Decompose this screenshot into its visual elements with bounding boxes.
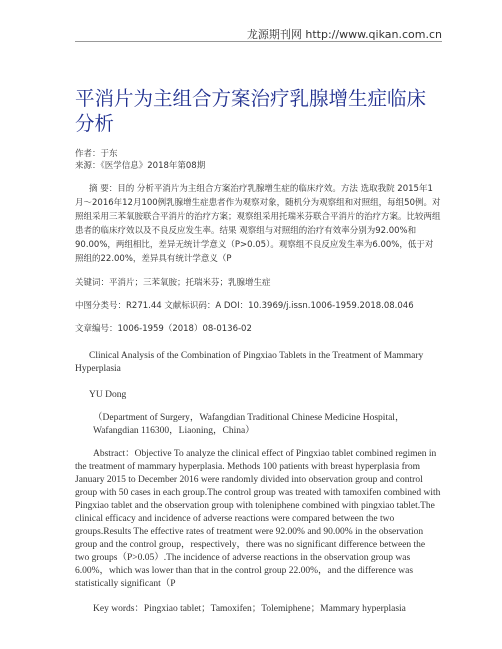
- english-affiliation: （Department of Surgery，Wafangdian Traditional Chinese Medicine Hospital，Wafangdian 116300，Liaoning，China）: [93, 413, 405, 436]
- article: [75, 86, 441, 616]
- english-keywords: Key words：Pingxiao tablet；Tamoxifen；Tolemiphene；Mammary hyperplasia: [93, 604, 406, 614]
- header-divider: [75, 41, 442, 42]
- english-author: YU Dong: [89, 390, 127, 400]
- classification-line: 中图分类号：R271.44 文献标识码：A DOI：10.3969/j.issn.1006-1959.2018.08.046: [75, 301, 414, 311]
- keywords-cn: 关键词：平消片；三苯氧胺；托瑞米芬；乳腺增生症: [75, 278, 271, 288]
- abstract-cn: 摘 要：目的 分析平消片为主组合方案治疗乳腺增生症的临床疗效。方法 选取我院 2015年1月～2016年12月100例乳腺增生症患者作为观察对象，随机分为观察组和对照组，每组50例。对照组采用三苯氧胺联合平消片的治疗方案；观察组采用托瑞米芬联合平消片的治疗方案。比较两组患者的临床疗效以及不良反应发生率。结果 观察组与对照组的治疗有效率分别为92.00%和90.00%，两组相比，差异无统计学意义（P>0.05）。观察组不良反应发生率为6.00%，低于对照组的22.00%，差异具有统计学意义（P: [75, 184, 441, 264]
- article-title: 平消片为主组合方案治疗乳腺增生症临床分析: [75, 87, 427, 135]
- english-abstract: Abstract：Objective To analyze the clinical effect of Pingxiao tablet combined regimen in the treatment of mammary hyperplasia. Methods 100 patients with breast hyperplasia from January 2015 to December 2016 were randomly divided into observation group and control group with 50 cases in each group.The control group was treated with tamoxifen combined with Pingxiao tablet and the observation group with toleniphene combined with pingxiao tablet.The clinical efficacy and incidence of adverse reactions were compared between the two groups.Results The effective rates of treatment were 92.00% and 90.00% in the observation group and the control group，respectively，there was no significant difference between the two groups（P>0.05）.The incidence of adverse reactions in the observation group was 6.00%，which was lower than that in the control group 22.00%，and the difference was statistically significant（P: [75, 449, 441, 589]
- article-number: 文章编号：1006-1959（2018）08-0136-02: [75, 324, 252, 334]
- english-title: Clinical Analysis of the Combination of Pingxiao Tablets in the Treatment of Mammary Hyperplasia: [75, 351, 424, 374]
- site-header: 龙源期刊网 http://www.qikan.com.cn: [246, 28, 442, 41]
- source-line: 来源：《医学信息》2018年第08期: [75, 161, 206, 171]
- author-line: 作者：于东: [75, 149, 118, 159]
